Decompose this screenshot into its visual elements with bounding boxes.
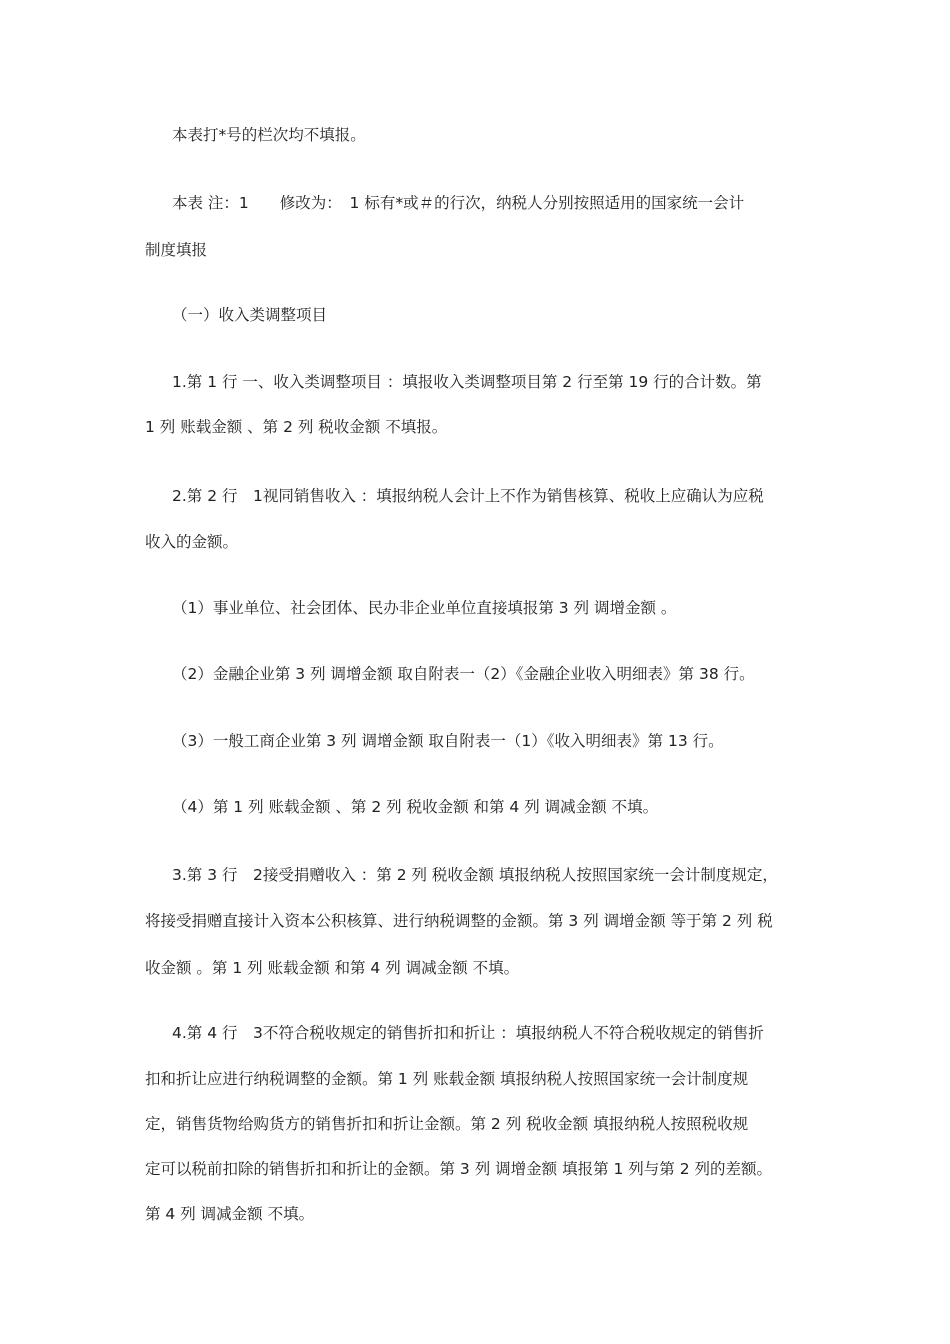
item-3-line-2: 将接受捐赠直接计入资本公积核算、进行纳税调整的金额。第 3 列 调增金额 等于第 2 列 税 xyxy=(145,912,773,930)
item-1-line-2: 1 列 账载金额 、第 2 列 税收金额 不填报。 xyxy=(145,418,448,436)
note-revision-line-1: 本表 注：1 修改为： 1 标有*或＃的行次，纳税人分别按照适用的国家统一会计 xyxy=(172,194,745,212)
item-2-sub-4: （4）第 1 列 账载金额 、第 2 列 税收金额 和第 4 列 调减金额 不填。 xyxy=(172,798,659,816)
section-heading: （一）收入类调整项目 xyxy=(172,306,328,324)
item-3-line-3: 收金额 。第 1 列 账载金额 和第 4 列 调减金额 不填。 xyxy=(145,959,520,977)
item-1-line-1: 1.第 1 行 一、收入类调整项目 ：填报收入类调整项目第 2 行至第 19 行的合计数。第 xyxy=(172,373,762,391)
item-2-sub-2: （2）金融企业第 3 列 调增金额 取自附表一（2）《金融企业收入明细表》第 38 行。 xyxy=(172,665,755,683)
item-2-line-2: 收入的金额。 xyxy=(145,533,239,551)
note-revision-line-2: 制度填报 xyxy=(145,241,208,259)
note-asterisk-rows: 本表打*号的栏次均不填报。 xyxy=(172,126,366,144)
item-2-sub-3: （3）一般工商企业第 3 列 调增金额 取自附表一（1）《收入明细表》第 13 行。 xyxy=(172,732,724,750)
item-4-line-5: 第 4 列 调减金额 不填。 xyxy=(145,1205,315,1223)
item-4-line-1: 4.第 4 行 3不符合税收规定的销售折扣和折让 ：填报纳税人不符合税收规定的销售折 xyxy=(172,1024,764,1042)
item-4-line-4: 定可以税前扣除的销售折扣和折让的金额。第 3 列 调增金额 填报第 1 列与第 2 列的差额。 xyxy=(145,1160,773,1178)
item-4-line-2: 扣和折让应进行纳税调整的金额。第 1 列 账载金额 填报纳税人按照国家统一会计制度规 xyxy=(145,1070,749,1088)
item-3-line-1: 3.第 3 行 2接受捐赠收入 ：第 2 列 税收金额 填报纳税人按照国家统一会计制度规定， xyxy=(172,866,778,884)
item-2-line-1: 2.第 2 行 1视同销售收入 ：填报纳税人会计上不作为销售核算、税收上应确认为应税 xyxy=(172,487,764,505)
item-2-sub-1: （1）事业单位、社会团体、民办非企业单位直接填报第 3 列 调增金额 。 xyxy=(172,599,677,617)
item-4-line-3: 定，销售货物给购货方的销售折扣和折让金额。第 2 列 税收金额 填报纳税人按照税收规 xyxy=(145,1115,749,1133)
